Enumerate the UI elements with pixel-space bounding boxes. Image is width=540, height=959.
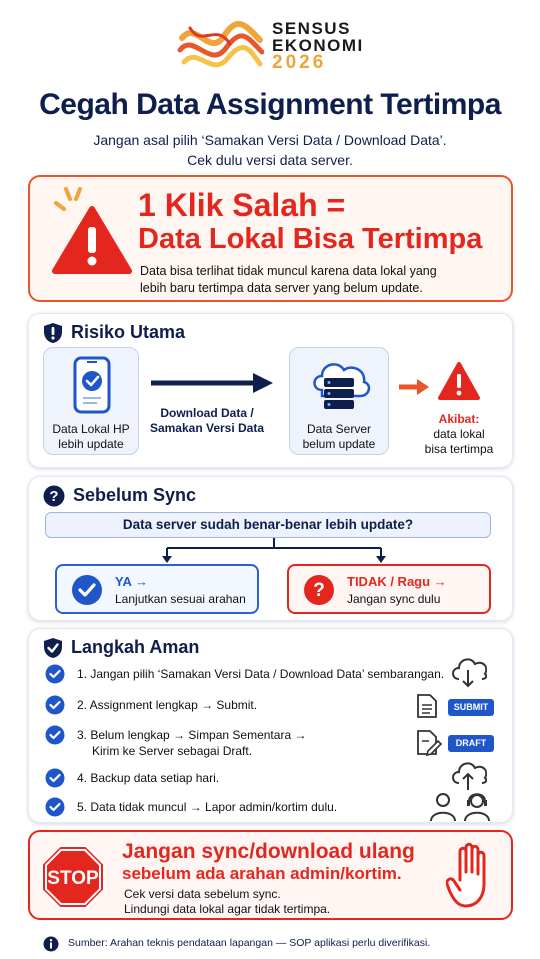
akibat-line-2: bisa tertimpa [424,442,494,456]
check-icon [45,695,65,715]
step-4 [45,768,495,790]
local-data-box [43,347,139,455]
step-2-text: 2. Assignment lengkap → Submit. [77,698,258,712]
logo-text [272,20,364,71]
warning-text-line-2: lebih baru tertimpa data server yang belum update. [140,281,423,295]
hand-stop-icon [446,840,498,910]
check-icon [45,725,65,745]
big-arrow-right-icon [149,371,275,395]
akibat-desc [419,427,499,457]
warning-box [28,175,513,302]
warning-text-line-1: Data bisa terlihat tidak muncul karena data lokal yang [140,264,437,278]
sync-title-text: Sebelum Sync [73,485,197,505]
option-no-title: TIDAK / Ragu → [347,574,447,589]
footer [0,935,540,953]
risk-title [43,322,185,344]
option-yes-title: YA → [115,574,148,589]
stop-text-line-2: Lindungi data lokal agar tidak tertimpa. [124,902,331,916]
shield-alert-icon [43,322,63,344]
page-subtitle [0,130,540,170]
document-icon [416,693,438,719]
local-data-label [44,422,138,452]
server-data-label [290,422,388,452]
server-data-box [289,347,389,455]
step-4-text: 4. Backup data setiap hari. [77,771,220,785]
shield-check-icon [43,637,63,659]
stop-sign-text: STOP [47,868,99,889]
step-1 [45,664,495,686]
subtitle-line-2: Cek dulu versi data server. [187,152,353,168]
step-3-line-1: 3. Belum lengkap → Simpan Sementara → [77,728,307,742]
info-icon [43,936,59,952]
svg-text:?: ? [313,580,325,601]
local-data-line-2: lebih update [58,437,124,451]
server-line-2: belum update [302,437,376,451]
option-no[interactable] [287,564,491,614]
option-yes-desc: Lanjutkan sesuai arahan [115,592,246,606]
step-3-text [77,727,306,759]
steps-card [28,628,513,823]
result-warning-icon [437,361,481,401]
smartphone-check-icon [73,356,111,414]
arrow-label-line-1: Download Data / [160,406,254,420]
question-red-icon [303,574,335,606]
warning-text [140,263,500,297]
question-circle-icon [43,485,65,507]
subtitle-line-1: Jangan asal pilih ‘Samakan Versi Data / Download Data’. [93,132,447,148]
decision-branch-lines [159,538,389,564]
step-1-text: 1. Jangan pilih ‘Samakan Versi Data / Download Data’ sembarangan. [77,667,445,681]
header [0,8,540,80]
submit-badge: SUBMIT [448,699,494,716]
steps-title-text: Langkah Aman [71,637,200,657]
sync-card [28,476,513,621]
warning-heading-1: 1 Klik Salah = [138,187,346,223]
stop-heading-1: Jangan sync/download ulang [122,840,415,863]
step-5-text: 5. Data tidak muncul → Lapor admin/kortim dulu. [77,800,338,814]
logo-year: 2026 [272,52,327,73]
arrow-label-line-2: Samakan Versi Data [149,421,265,435]
steps-title [43,637,199,659]
stop-text-line-1: Cek versi data sebelum sync. [124,887,281,901]
sync-title [43,485,196,507]
option-no-desc: Jangan sync dulu [347,592,441,606]
logo-line-2: EKONOMI [272,36,364,55]
check-icon [45,797,65,817]
stop-box [28,830,513,920]
cloud-server-icon [308,356,372,414]
check-icon [45,768,65,788]
draft-document-icon [416,729,442,757]
local-data-line-1: Data Lokal HP [52,422,130,436]
option-yes[interactable] [55,564,259,614]
download-action-label [147,406,267,436]
cloud-download-icon [449,655,487,689]
footer-source: Sumber: Arahan teknis pendataan lapangan — SOP aplikasi perlu diverifikasi. [68,937,431,949]
akibat-line-1: data lokal [433,427,485,441]
draft-badge: DRAFT [448,735,494,752]
sync-question: Data server sudah benar-benar lebih update? [45,512,491,538]
stop-text [124,887,330,917]
sensus-ekonomi-logo [176,18,264,78]
server-line-1: Data Server [306,422,372,436]
red-arrow-right-icon [397,377,431,397]
stop-heading-2: sebelum ada arahan admin/kortim. [122,864,402,883]
step-5 [45,797,495,819]
warning-heading-2: Data Lokal Bisa Tertimpa [138,223,483,255]
check-circle-icon [71,574,103,606]
page-title: Cegah Data Assignment Tertimpa [39,88,501,121]
admin-support-icon [429,792,493,822]
svg-text:?: ? [49,488,59,506]
check-icon [45,664,65,684]
akibat-title: Akibat: [438,412,480,426]
cloud-upload-icon [449,759,487,793]
risk-title-text: Risiko Utama [71,322,186,342]
warning-triangle-icon [52,205,132,275]
stop-sign-icon [40,844,106,910]
risk-card [28,313,513,468]
step-3-line-2: Kirim ke Server sebagai Draft. [92,744,253,758]
logo-line-1: SENSUS [272,19,351,38]
